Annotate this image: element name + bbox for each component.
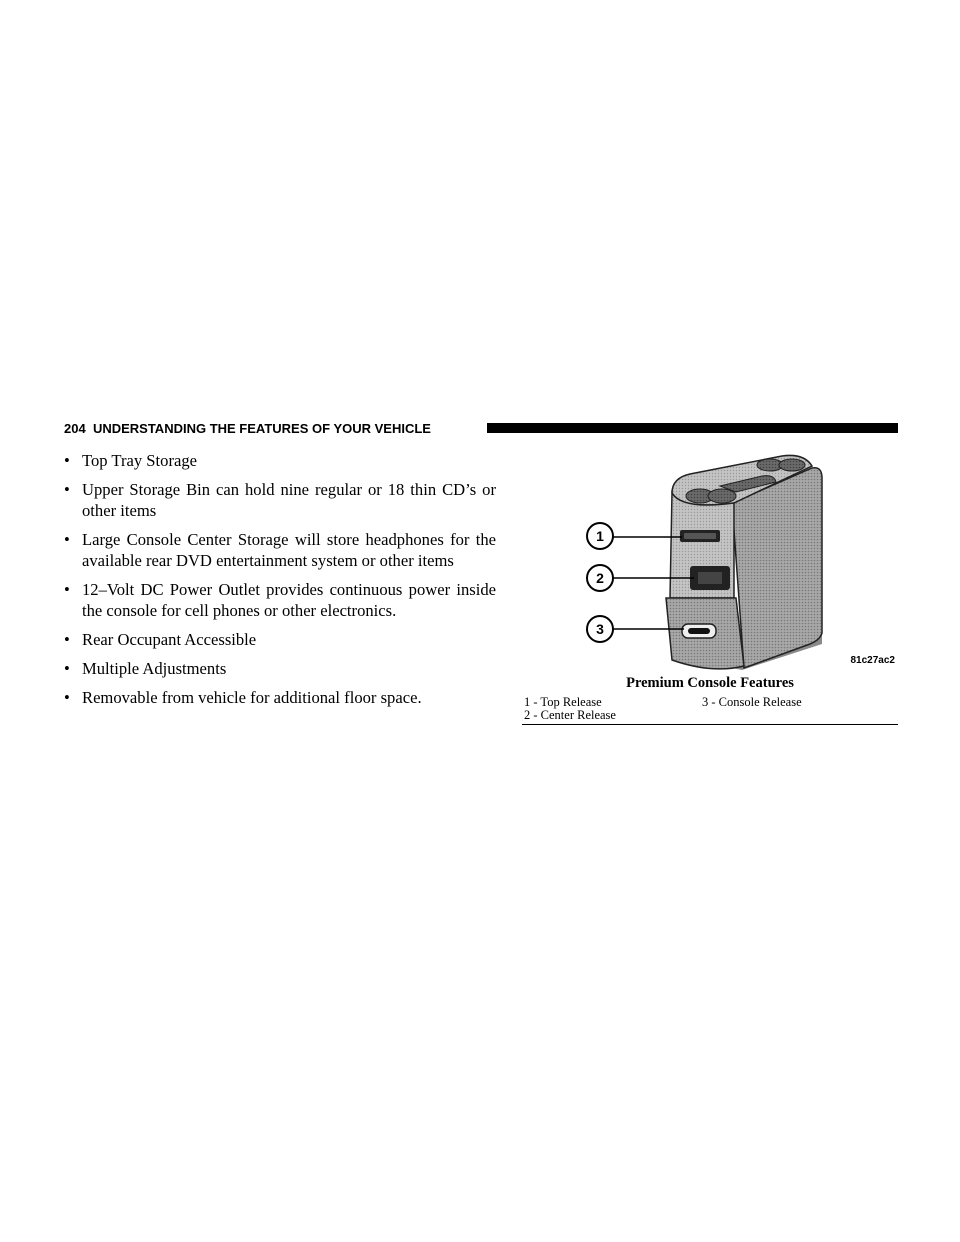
callout-3 [587, 616, 613, 642]
list-item: • Upper Storage Bin can hold nine regular or 18 thin CD’s or other items [64, 479, 496, 521]
callout-2 [587, 565, 613, 591]
callout-label: 2 [596, 570, 604, 586]
list-item: • Multiple Adjustments [64, 658, 496, 679]
cup-holder [708, 489, 736, 503]
feature-list [64, 450, 496, 716]
callout-label: 1 [596, 528, 604, 544]
legend-item: 3 - Console Release [702, 695, 802, 709]
legend-item: 1 - Top Release [524, 695, 602, 709]
center-release-handle [698, 572, 722, 584]
section-title: UNDERSTANDING THE FEATURES OF YOUR VEHICLE [92, 421, 431, 436]
callout-label: 3 [596, 621, 604, 637]
list-item: • Removable from vehicle for additional floor space. [64, 687, 496, 708]
page-header-text [64, 421, 431, 436]
header-rule [487, 423, 898, 433]
list-item: • Rear Occupant Accessible [64, 629, 496, 650]
console-release-grip [688, 628, 710, 634]
console-figure [522, 448, 898, 725]
list-item: • Top Tray Storage [64, 450, 496, 471]
page-number: 204 [64, 421, 86, 436]
callout-1 [587, 523, 613, 549]
cup-holder [779, 459, 805, 471]
figure-legend [522, 696, 898, 725]
figure-caption: Premium Console Features [626, 675, 794, 691]
console-illustration [522, 448, 898, 673]
image-code: 81c27ac2 [850, 655, 895, 666]
legend-item: 2 - Center Release [524, 708, 616, 722]
list-item: • 12–Volt DC Power Outlet provides continuous power inside the console for cell phones or other electronics. [64, 579, 496, 621]
list-item: • Large Console Center Storage will store headphones for the available rear DVD entertainment system or other items [64, 529, 496, 571]
top-release-handle [684, 533, 716, 539]
page-header [64, 420, 898, 438]
